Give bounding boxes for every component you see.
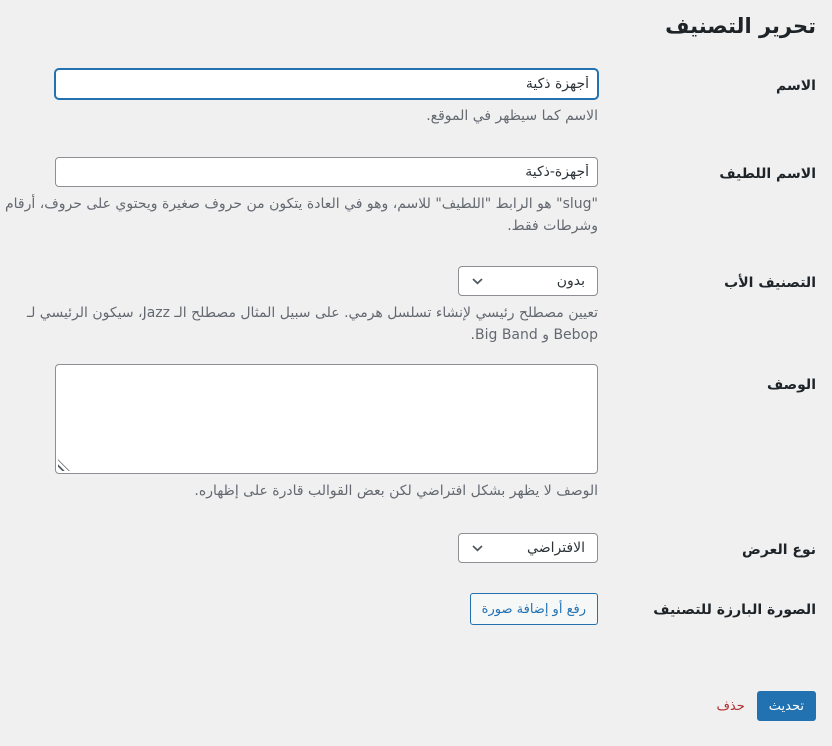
chevron-down-icon (472, 545, 483, 552)
page-title: تحرير التصنيف (665, 14, 816, 38)
name-input[interactable] (55, 69, 598, 99)
submit-row (0, 691, 816, 721)
field-row-description (0, 364, 816, 502)
update-button[interactable]: تحديث (757, 691, 816, 721)
description-field-description: الوصف لا يظهر بشكل افتراضي لكن بعض القوالب قادرة على إظهاره. (194, 483, 598, 500)
parent-category-select[interactable] (458, 266, 598, 296)
description-field-label: الوصف (766, 377, 816, 394)
field-row-featured-image (0, 593, 816, 625)
featured-image-field-label: الصورة البارزة للتصنيف (653, 602, 816, 619)
display-type-select[interactable] (458, 533, 598, 563)
name-field-label: الاسم (776, 78, 816, 95)
parent-category-field-description: تعيين مصطلح رئيسي لإنشاء تسلسل هرمي. على سبيل المثال مصطلح الـ Jazz، سيكون الرئيسي لـ Bebop و Big Band. (26, 305, 598, 344)
description-textarea[interactable] (55, 364, 598, 474)
slug-field-description: "slug" هو الرابط "اللطيف" للاسم، وهو في العادة يتكون من حروف صغيرة ويحتوي على حروف، أرقام وشرطات فقط. (4, 196, 598, 235)
field-row-display-type (0, 533, 816, 563)
field-row-name (0, 69, 816, 127)
delete-link[interactable]: حذف (716, 698, 745, 714)
display-type-field-label: نوع العرض (742, 542, 816, 559)
parent-category-field-label: التصنيف الأب (724, 275, 816, 292)
edit-category-form (0, 69, 816, 721)
field-row-parent-category (0, 266, 816, 346)
field-row-slug (0, 157, 816, 237)
slug-field-label: الاسم اللطيف (719, 166, 816, 183)
display-type-selected-value: الافتراضي (527, 540, 585, 557)
parent-category-selected-value: بدون (556, 273, 585, 290)
upload-add-image-button[interactable]: رفع أو إضافة صورة (470, 593, 598, 625)
slug-input[interactable] (55, 157, 598, 187)
chevron-down-icon (472, 278, 483, 285)
name-field-description: الاسم كما سيظهر في الموقع. (426, 108, 598, 125)
